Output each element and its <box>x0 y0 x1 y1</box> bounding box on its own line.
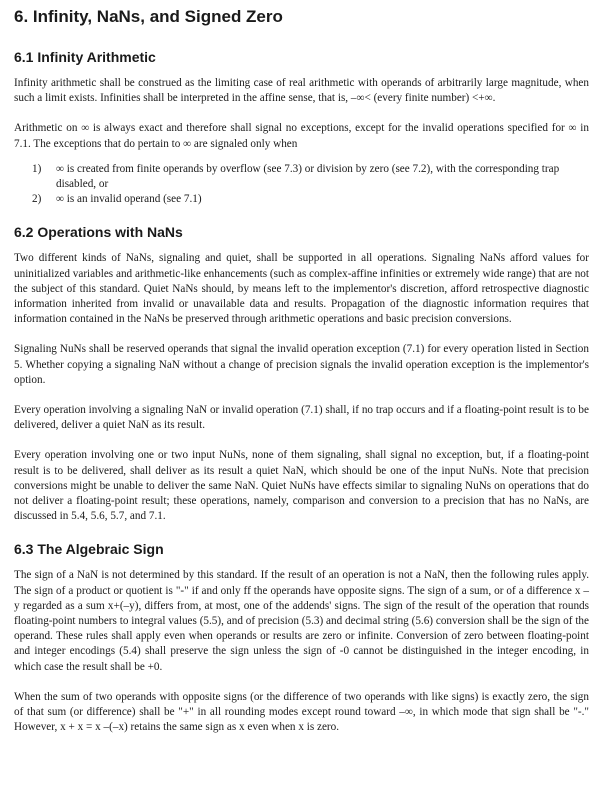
paragraph: Two different kinds of NaNs, signaling and quiet, shall be supported in all operations. Signaling NaNs afford values for uninitialized variables and arithmetic-like enhancements (such as complex-affine infinities or extremely wide range) that are not the subject of this standard. Quiet NaNs should, by means left to the implementor's discretion, afford retrospective diagnostic information inherited from invalid or unavailable data and results. Propagation of the diagnostic information requires that information contained in the NaNs be preserved through arithmetic operations and basic precision conversions. <box>14 252 589 326</box>
paragraph: Every operation involving one or two input NuNs, none of them signaling, shall signal no exception, but, if a floating-point result is to be delivered, shall deliver as its result a quiet NaN, which should be one of the input NuNs. Note that precision conversions might be unable to deliver the same NaN. Quiet NuNs have effects similar to signaling NuNs on operations that do not deliver a floating-point result; these operations, namely, comparison and conversion to a precision that has no NaNs, are discussed in 5.4, 5.6, 5.7, and 7.1. <box>14 449 589 523</box>
list-text: ∞ is an invalid operand (see 7.1) <box>56 193 202 206</box>
paragraph: Arithmetic on ∞ is always exact and therefore shall signal no exceptions, except for the invalid operations specified for ∞ in 7.1. The exceptions that do pertain to ∞ are signaled only when <box>14 122 589 150</box>
section-heading-6-1: 6.1 Infinity Arithmetic <box>14 49 156 65</box>
paragraph: The sign of a NaN is not determined by this standard. If the result of an operation is not a NaN, then the following rules apply. The sign of a product or quotient is "-" if and only ff the operands have opposite signs. The sign of a sum, or of a difference x – y regarded as a sum x+(–y), differs from, at most, one of the addends' signs. The sign of the result of the operation that rounds floating-point numbers to integral values (5.5), and of precision (5.3) and decimal string (5.6) conversion shall be the sign of the operand. These rules shall apply even when operands or results are zero or infinite. Conversion of zero between floating-point and integer encodings (5.4) shall preserve the sign unless the sign of -0 cannot be distinguished in the integer encoding, in which case the result shall be +0. <box>14 569 589 673</box>
section-heading-6-2: 6.2 Operations with NaNs <box>14 224 183 241</box>
paragraph: When the sum of two operands with opposite signs (or the difference of two operands with like signs) is exactly zero, the sign of that sum (or difference) shall be "+" in all rounding modes except round toward –∞, in which mode that sign shall be "-." However, x + x = x –(–x) retains the same sign as x even when x is zero. <box>14 690 589 734</box>
list-number: 1) <box>32 162 42 175</box>
section-heading-6-3: 6.3 The Algebraic Sign <box>14 541 164 558</box>
paragraph: Infinity arithmetic shall be construed as the limiting case of real arithmetic with operands of arbitrarily large magnitude, when such a limit exists. Infinities shall be interpreted in the affine sense, that is, –∞< (every finite number) <+∞. <box>14 77 589 105</box>
numbered-list <box>14 162 589 208</box>
chapter-title: 6. Infinity, NaNs, and Signed Zero <box>14 7 283 26</box>
paragraph: Every operation involving a signaling NaN or invalid operation (7.1) shall, if no trap occurs and if a floating-point result is to be delivered, deliver a quiet NaN as its result. <box>14 404 589 432</box>
list-item <box>14 162 589 192</box>
list-number: 2) <box>32 193 42 206</box>
paragraph: Signaling NuNs shall be reserved operands that signal the invalid operation exception (7.1) for every operation listed in Section 5. Whether copying a signaling NaN without a change of precision signals the invalid operation exception is the implementor's option. <box>14 343 589 386</box>
list-text: ∞ is created from finite operands by overflow (see 7.3) or division by zero (see 7.2), with the corresponding trap disabled, or <box>56 162 560 191</box>
list-item <box>14 192 589 207</box>
